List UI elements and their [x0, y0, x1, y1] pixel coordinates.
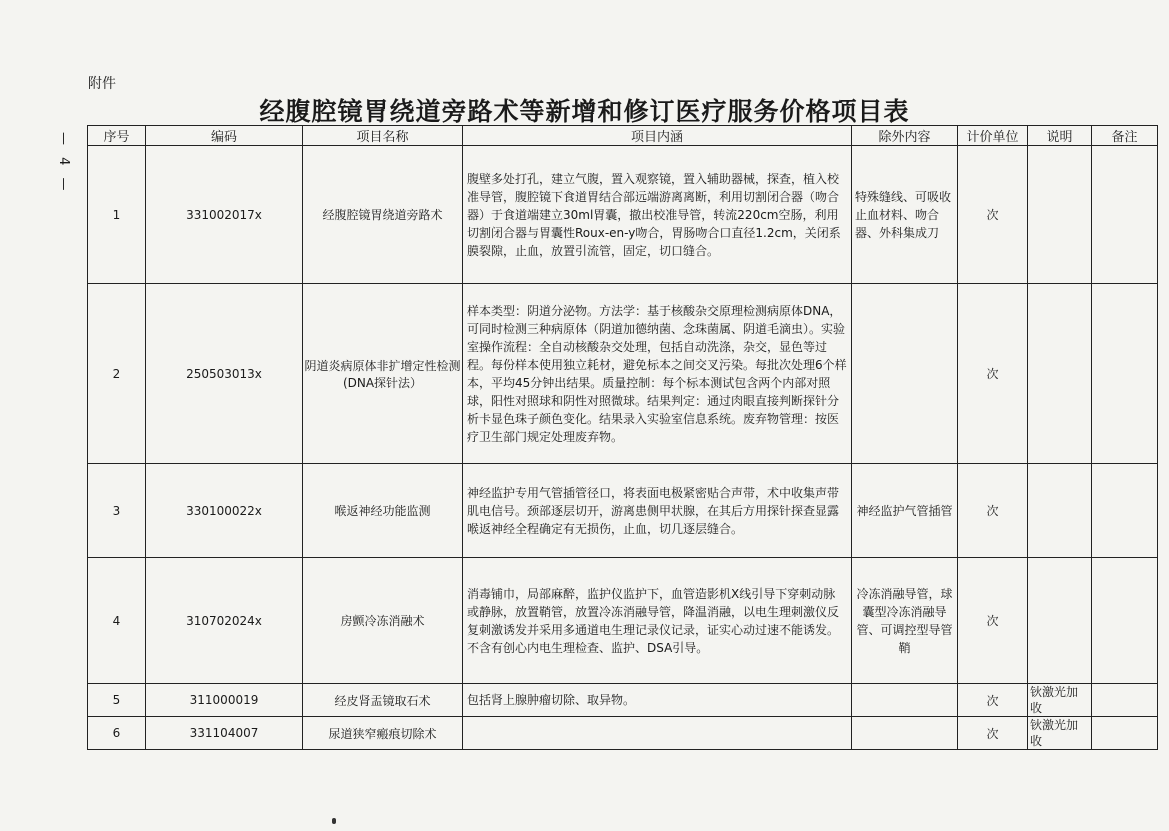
row-item-content: 腹壁多处打孔，建立气腹，置入观察镜，置入辅助器械，探查，植入校准导管，腹腔镜下食道胃结合部远端游离离断，利用切割闭合器（吻合器）于食道端建立30ml胃囊，撤出校准导管，转流220cm空肠，利用切割闭合器与胃囊性Roux-en-y吻合，胃肠吻合口直径1.2cm，关闭系膜裂隙，止血，放置引流管，固定，切口缝合。 [463, 146, 852, 284]
row-seq: 5 [88, 684, 146, 717]
row-pricing-unit: 次 [958, 717, 1028, 750]
row-item-name: 阴道炎病原体非扩增定性检测(DNA探针法） [303, 284, 463, 464]
row-note [1092, 717, 1158, 750]
row-code: 250503013x [146, 284, 303, 464]
row-remark: 钬激光加收 [1028, 684, 1092, 717]
row-code: 331104007 [146, 717, 303, 750]
header-item-name: 项目名称 [303, 126, 463, 146]
row-exclusions: 特殊缝线、可吸收止血材料、吻合器、外科集成刀 [852, 146, 958, 284]
attachment-label: 附件 [88, 76, 116, 92]
table-header-row [88, 126, 1158, 146]
header-pricing-unit: 计价单位 [958, 126, 1028, 146]
document-title: 经腹腔镜胃绕道旁路术等新增和修订医疗服务价格项目表 [259, 97, 910, 126]
row-code: 311000019 [146, 684, 303, 717]
row-exclusions: 冷冻消融导管，球囊型冷冻消融导管、可调控型导管鞘 [852, 558, 958, 684]
row-exclusions [852, 284, 958, 464]
row-item-content: 消毒铺巾，局部麻醉，监护仪监护下，血管造影机X线引导下穿刺动脉或静脉，放置鞘管，放置冷冻消融导管，降温消融，以电生理刺激仪反复刺激诱发并采用多通道电生理记录仪记录，证实心动过速不能诱发。不含有创心内电生理检查、监护、DSA引导。 [463, 558, 852, 684]
row-note [1092, 464, 1158, 558]
row-exclusions [852, 717, 958, 750]
row-seq: 3 [88, 464, 146, 558]
row-item-name: 房颤冷冻消融术 [303, 558, 463, 684]
row-remark: 钬激光加收 [1028, 717, 1092, 750]
row-item-name: 喉返神经功能监测 [303, 464, 463, 558]
row-item-content: 包括肾上腺肿瘤切除、取异物。 [463, 684, 852, 717]
row-remark [1028, 284, 1092, 464]
header-note: 备注 [1092, 126, 1158, 146]
header-code: 编码 [146, 126, 303, 146]
row-note [1092, 284, 1158, 464]
table-row [88, 284, 1158, 464]
row-note [1092, 146, 1158, 284]
scan-speck [332, 818, 336, 824]
row-remark [1028, 464, 1092, 558]
row-code: 331002017x [146, 146, 303, 284]
row-note [1092, 684, 1158, 717]
table-row [88, 464, 1158, 558]
row-pricing-unit: 次 [958, 464, 1028, 558]
row-remark [1028, 558, 1092, 684]
row-exclusions [852, 684, 958, 717]
table-row [88, 717, 1158, 750]
row-item-name: 经腹腔镜胃绕道旁路术 [303, 146, 463, 284]
price-item-table [87, 125, 1158, 750]
row-item-name: 经皮肾盂镜取石术 [303, 684, 463, 717]
row-item-name: 尿道狭窄瘢痕切除术 [303, 717, 463, 750]
row-remark [1028, 146, 1092, 284]
row-seq: 6 [88, 717, 146, 750]
table-row [88, 684, 1158, 717]
row-seq: 1 [88, 146, 146, 284]
page-number: — 4 — [56, 132, 71, 195]
row-code: 330100022x [146, 464, 303, 558]
row-item-content: 神经监护专用气管插管径口，将表面电极紧密贴合声带，术中收集声带肌电信号。颈部逐层切开，游离患侧甲状腺，在其后方用探针探查显露喉返神经全程确定有无损伤，止血，切几逐层缝合。 [463, 464, 852, 558]
header-item-content: 项目内涵 [463, 126, 852, 146]
row-item-content [463, 717, 852, 750]
row-seq: 4 [88, 558, 146, 684]
row-note [1092, 558, 1158, 684]
row-exclusions: 神经监护气管插管 [852, 464, 958, 558]
header-remark: 说明 [1028, 126, 1092, 146]
table-row [88, 146, 1158, 284]
row-seq: 2 [88, 284, 146, 464]
row-pricing-unit: 次 [958, 146, 1028, 284]
table-row [88, 558, 1158, 684]
header-seq: 序号 [88, 126, 146, 146]
row-code: 310702024x [146, 558, 303, 684]
row-item-content: 样本类型：阴道分泌物。方法学：基于核酸杂交原理检测病原体DNA，可同时检测三种病原体（阴道加德纳菌、念珠菌属、阴道毛滴虫）。实验室操作流程：全自动核酸杂交处理，包括自动洗涤，杂交，显色等过程。每份样本使用独立耗材，避免标本之间交叉污染。每批次处理6个样本，平均45分钟出结果。质量控制：每个标本测试包含两个内部对照球，阳性对照球和阴性对照微球。结果判定：通过肉眼直接判断探针分析卡显色珠子颜色变化。结果录入实验室信息系统。废弃物管理：按医疗卫生部门规定处理废弃物。 [463, 284, 852, 464]
header-exclusions: 除外内容 [852, 126, 958, 146]
row-pricing-unit: 次 [958, 684, 1028, 717]
row-pricing-unit: 次 [958, 284, 1028, 464]
row-pricing-unit: 次 [958, 558, 1028, 684]
